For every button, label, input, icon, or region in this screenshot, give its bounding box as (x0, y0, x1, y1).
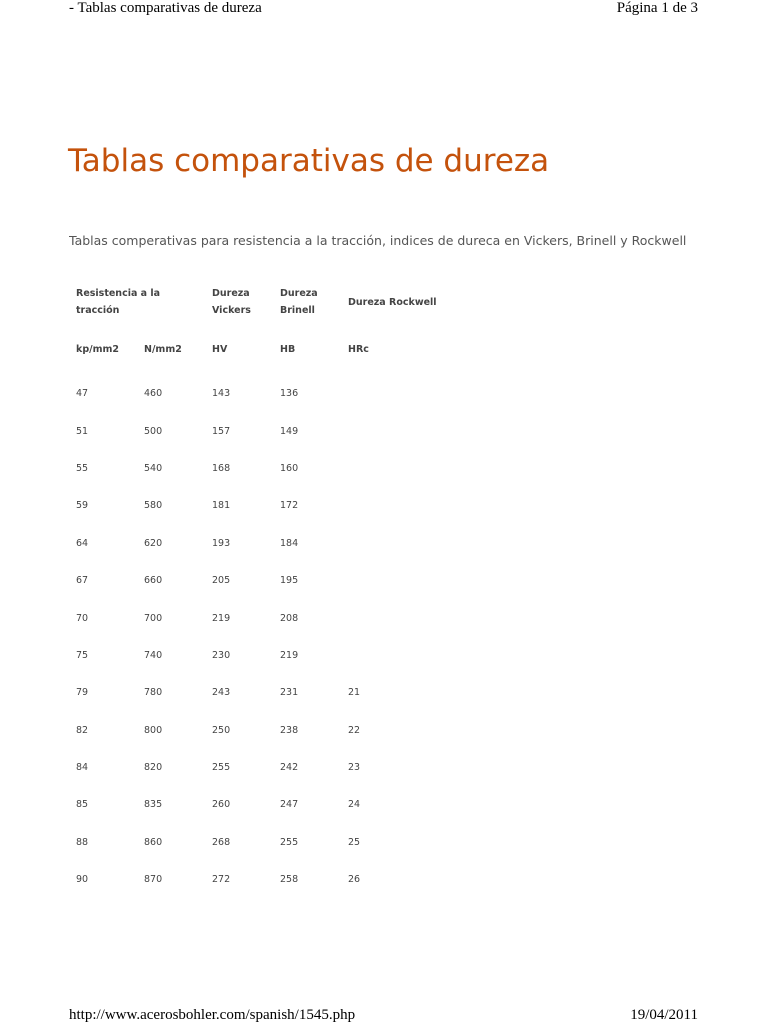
table-cell: 22 (348, 724, 361, 736)
header-brinell-label: Dureza Brinell (280, 288, 318, 316)
table-body (69, 375, 448, 898)
table-cell: 160 (280, 462, 299, 474)
print-header-page-number: Página 1 de 3 (616, 0, 698, 16)
table-cell (341, 562, 448, 599)
table-cell: 870 (144, 874, 163, 886)
table-cell: 82 (76, 724, 89, 736)
table-cell: 88 (76, 836, 89, 848)
table-row (69, 749, 448, 786)
table-row (69, 824, 448, 861)
unit-header: HB (280, 343, 296, 355)
unit-header-row (69, 323, 448, 375)
table-row (69, 375, 448, 412)
table-cell: 149 (280, 425, 299, 437)
table-cell: 79 (76, 687, 89, 699)
table-cell: 540 (144, 462, 163, 474)
table-cell: 268 (212, 836, 231, 848)
table-cell: 64 (76, 537, 89, 549)
hardness-comparison-table (69, 281, 448, 898)
table-cell: 272 (212, 874, 231, 886)
print-footer-url: http://www.acerosbohler.com/spanish/1545.php (69, 1007, 356, 1023)
table-cell: 208 (280, 612, 299, 624)
table-row (69, 412, 448, 449)
table-cell: 780 (144, 687, 163, 699)
header-brinell (273, 281, 341, 323)
table-cell: 25 (348, 836, 361, 848)
table-cell: 172 (280, 500, 299, 512)
print-footer-date: 19/04/2011 (630, 1007, 698, 1023)
table-cell: 26 (348, 874, 361, 886)
table-cell: 90 (76, 874, 89, 886)
table-cell: 168 (212, 462, 231, 474)
header-vickers (205, 281, 273, 323)
print-header-title: - Tablas comparativas de dureza (69, 0, 262, 16)
table-cell: 835 (144, 799, 163, 811)
table-cell: 860 (144, 836, 163, 848)
header-tensile-strength (69, 281, 205, 323)
table-cell: 136 (280, 388, 299, 400)
table-cell: 247 (280, 799, 299, 811)
unit-header: HRc (348, 343, 369, 355)
table-cell: 500 (144, 425, 163, 437)
table-cell: 242 (280, 762, 299, 774)
table-row (69, 674, 448, 711)
table-cell: 219 (280, 649, 299, 661)
page-title: Tablas comparativas de dureza (68, 143, 550, 179)
table-cell: 205 (212, 575, 231, 587)
table-cell: 143 (212, 388, 231, 400)
table-row (69, 562, 448, 599)
table-row (69, 525, 448, 562)
table-cell: 184 (280, 537, 299, 549)
table-cell: 51 (76, 425, 89, 437)
table-cell (341, 487, 448, 524)
table-row (69, 487, 448, 524)
unit-header: kp/mm2 (76, 343, 119, 355)
table-cell: 59 (76, 500, 89, 512)
group-header-row (69, 281, 448, 323)
table-cell: 258 (280, 874, 299, 886)
intro-text: Tablas comperativas para resistencia a la tracción, indices de dureca en Vickers, Brinell y Rockwell (69, 233, 687, 248)
header-tensile-strength-label: Resistencia a la tracción (76, 288, 161, 316)
table-cell: 238 (280, 724, 299, 736)
table-cell (341, 375, 448, 412)
unit-header: N/mm2 (144, 343, 182, 355)
table-row (69, 450, 448, 487)
table-cell: 255 (212, 762, 231, 774)
header-vickers-label: Dureza Vickers (212, 288, 251, 316)
table-cell: 181 (212, 500, 231, 512)
table-cell: 620 (144, 537, 163, 549)
table-cell: 193 (212, 537, 231, 549)
table-cell: 195 (280, 575, 299, 587)
table-cell: 660 (144, 575, 163, 587)
header-rockwell-label: Dureza Rockwell (348, 296, 437, 308)
table-cell: 23 (348, 762, 361, 774)
table-cell: 67 (76, 575, 89, 587)
table-row (69, 637, 448, 674)
table-cell: 243 (212, 687, 231, 699)
table-row (69, 712, 448, 749)
table-cell: 219 (212, 612, 231, 624)
table-row (69, 861, 448, 898)
table-cell: 21 (348, 687, 361, 699)
header-rockwell (341, 281, 448, 323)
table-cell (341, 599, 448, 636)
table-cell: 70 (76, 612, 89, 624)
unit-header: HV (212, 343, 228, 355)
table-cell: 255 (280, 836, 299, 848)
table-cell: 55 (76, 462, 89, 474)
table-cell: 24 (348, 799, 361, 811)
table-header (69, 281, 448, 375)
table-cell: 700 (144, 612, 163, 624)
table-cell: 157 (212, 425, 231, 437)
table-cell: 85 (76, 799, 89, 811)
table-cell: 84 (76, 762, 89, 774)
table-cell: 250 (212, 724, 231, 736)
table-row (69, 599, 448, 636)
table-cell (341, 637, 448, 674)
table-cell: 820 (144, 762, 163, 774)
table-cell: 231 (280, 687, 299, 699)
table-cell (341, 525, 448, 562)
table-cell: 740 (144, 649, 163, 661)
table-row (69, 786, 448, 823)
table-cell: 230 (212, 649, 231, 661)
table-cell: 460 (144, 388, 163, 400)
table-cell: 75 (76, 649, 89, 661)
table-cell: 47 (76, 388, 89, 400)
table-cell (341, 450, 448, 487)
table-cell: 260 (212, 799, 231, 811)
table-cell (341, 412, 448, 449)
table-cell: 580 (144, 500, 163, 512)
table-cell: 800 (144, 724, 163, 736)
